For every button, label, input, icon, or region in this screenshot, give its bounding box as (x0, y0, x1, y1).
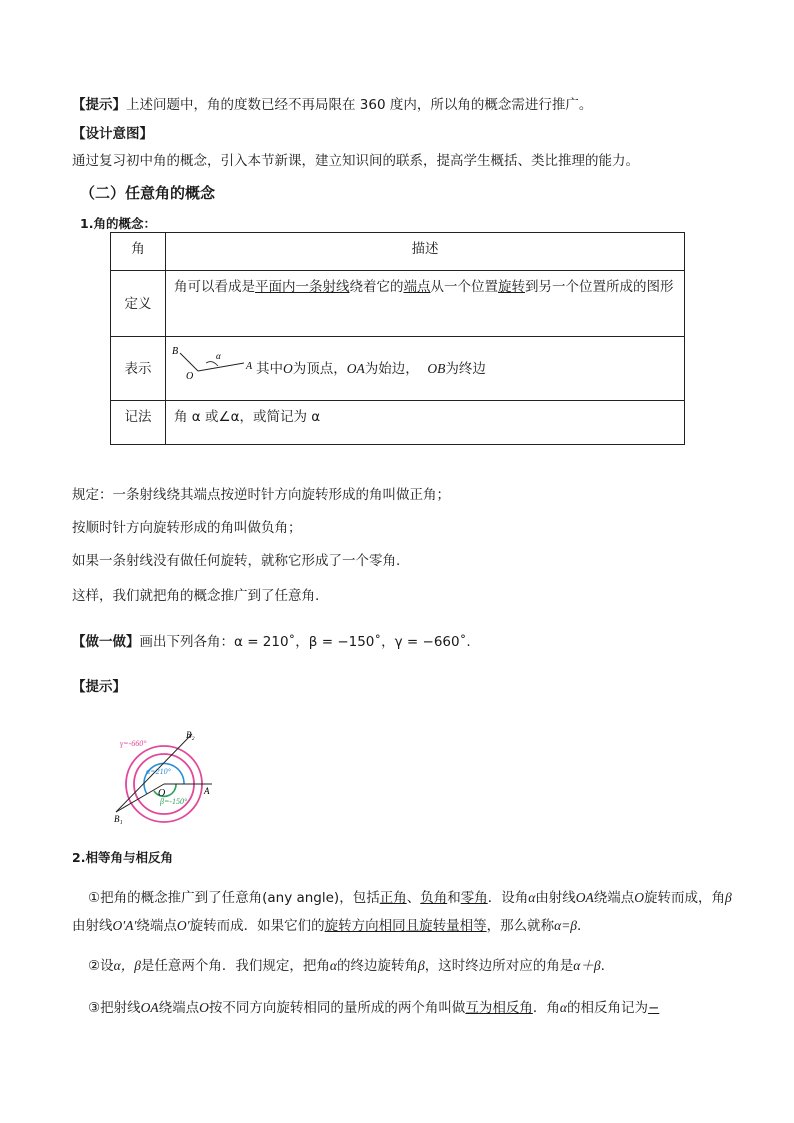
paragraph-opposite-angles: ③把射线OA绕端点O按不同方向旋转相同的量所成的两个角叫做互为相反角．角α的相反角记为− (88, 1000, 660, 1016)
representation-text (256, 357, 676, 381)
section-title: （二）任意角的概念 (80, 184, 216, 202)
def-mid2: 从一个位置 (430, 279, 498, 295)
hint-text: 上述问题中，角的度数已经不再局限在 360 度内，所以角的概念需进行推广。 (126, 97, 593, 113)
table-header-angle: 角 (111, 233, 166, 271)
rep-text-d: 为终边 (445, 361, 486, 377)
gamma-label: γ=-660° (120, 739, 147, 748)
fig-label-alpha: α (216, 351, 221, 361)
do-it-text: 画出下列各角：α = 210˚，β = −150˚，γ = −660˚. (139, 634, 471, 650)
hint2-label: 【提示】 (72, 679, 126, 695)
do-it-label: 【做一做】 (72, 634, 140, 650)
rule-2: 按顺时针方向旋转形成的角叫做负角； (72, 520, 302, 536)
alpha-label: α=210° (146, 767, 171, 776)
def-post: 到另一个位置所成的图形 (525, 279, 674, 295)
row-label-representation: 表示 (111, 337, 166, 401)
fig-label-B: B (172, 346, 179, 357)
A-label: A (204, 786, 210, 796)
definition-text (166, 271, 685, 337)
rule-3: 如果一条射线没有做任何旋转，就称它形成了一个零角. (72, 553, 401, 569)
rule-1: 规定：一条射线绕其端点按逆时针方向旋转形成的角叫做正角； (72, 487, 450, 503)
do-it-paragraph (72, 632, 471, 652)
def-underline-ray: 平面内一条射线 (255, 279, 350, 295)
notation-text: 角 α 或∠α，或简记为 α (166, 401, 685, 445)
angle-definition-table (110, 232, 685, 445)
O-label: O (158, 788, 166, 799)
table-header-description: 描述 (166, 233, 685, 271)
beta-label: β=-150° (160, 797, 188, 806)
def-underline-rotate: 旋转 (498, 279, 525, 295)
rep-text-b: 为顶点， (292, 361, 347, 377)
paragraph-equal-angles: ①把角的概念推广到了任意角(any angle)，包括正角、负角和零角．设角α由射线OA绕端点O旋转而成，角β由射线O′A′绕端点O′旋转而成．如果它们的旋转方向相同且旋转量相等，那么就称α=β. (72, 890, 732, 934)
representation-cell (166, 337, 685, 401)
angles-figure (108, 726, 238, 836)
rep-OB: OB (427, 361, 446, 376)
def-pre: 角可以看成是 (174, 279, 255, 295)
B1-label: B₁ (114, 814, 123, 824)
rep-text-c: 为始边， (364, 361, 419, 377)
rep-text-a: 其中 (256, 361, 283, 377)
design-intent-label: 【设计意图】 (72, 126, 153, 142)
subsection-title-1: 1.角的概念： (80, 216, 156, 231)
def-underline-endpoint: 端点 (403, 279, 431, 295)
rule-4: 这样，我们就把角的概念推广到了任意角. (72, 588, 320, 604)
rep-O: O (283, 361, 293, 376)
fig-label-O: O (186, 371, 194, 381)
def-mid1: 绕着它的 (349, 279, 404, 295)
row-label-definition: 定义 (111, 271, 166, 337)
paragraph-sum-angles: ②设α，β是任意两个角．我们规定，把角α的终边旋转角β，这时终边所对应的角是α＋β. (88, 958, 605, 974)
B2-label: B₂ (186, 730, 195, 740)
subsection-title-2: 2.相等角与相反角 (72, 850, 173, 865)
rep-OA: OA (346, 361, 365, 376)
row-label-notation: 记法 (111, 401, 166, 445)
fig-label-A: A (246, 361, 253, 372)
hint-paragraph (72, 95, 592, 115)
design-intent-text: 通过复习初中角的概念，引入本节新课，建立知识间的联系，提高学生概括、类比推理的能力。 (72, 153, 639, 169)
hint-label: 【提示】 (72, 97, 126, 113)
angle-figure (168, 341, 258, 381)
